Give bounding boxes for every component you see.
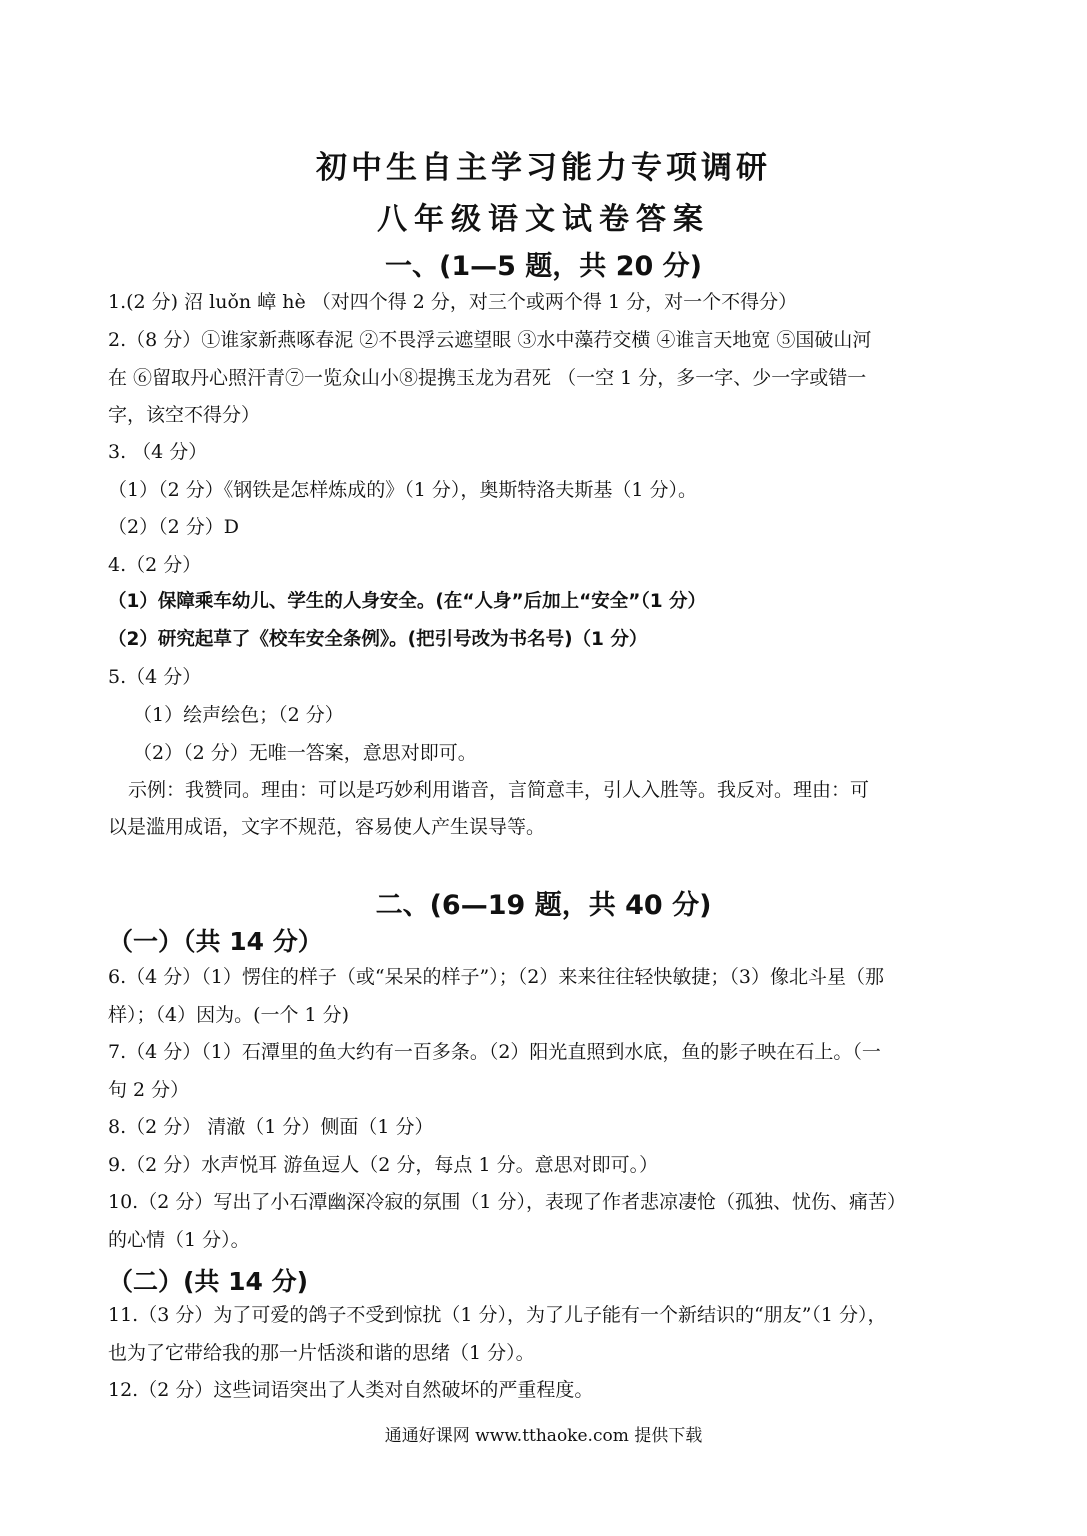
answer-line: 3. （4 分）: [108, 441, 208, 463]
answer-line: （1）绘声绘色；（2 分）: [133, 704, 344, 726]
answer-line: 2.（8 分）①谁家新燕啄春泥 ②不畏浮云遮望眼 ③水中藻荇交横 ④谁言天地宽 ⑤国破山河: [108, 329, 872, 351]
answer-line: 12.（2 分）这些词语突出了人类对自然破坏的严重程度。: [108, 1379, 594, 1401]
answer-line: 4.（2 分）: [108, 554, 202, 576]
footer-source-text: 通通好课网 www.tthaoke.com 提供下载: [384, 1426, 703, 1446]
answer-line: 6.（4 分）（1）愣住的样子（或“呆呆的样子”）；（2）来来往往轻快敏捷；（3）像北斗星（那: [108, 966, 884, 988]
answer-line: （1）保障乘车幼儿、学生的人身安全。(在“人身”后加上“安全”（1 分）: [108, 591, 707, 612]
section-2-heading: 二、(6—19 题，共 40 分): [375, 890, 712, 921]
part-1-heading: （一）（共 14 分）: [108, 927, 323, 956]
section-1-heading: 一、(1—5 题，共 20 分): [384, 251, 703, 282]
answer-line: 示例：我赞同。理由：可以是巧妙利用谐音，言简意丰，引人入胜等。我反对。理由：可: [128, 779, 870, 801]
answer-line: 字，该空不得分）: [108, 404, 261, 426]
document-title: 初中生自主学习能力专项调研: [316, 150, 771, 186]
answer-line: （1）（2 分）《钢铁是怎样炼成的》（1 分），奥斯特洛夫斯基（1 分）。: [108, 479, 697, 501]
answer-line: （2）（2 分）D: [108, 516, 239, 538]
answer-line: 5.（4 分）: [108, 666, 202, 688]
answer-line: 11.（3 分）为了可爱的鸽子不受到惊扰（1 分），为了儿子能有一个新结识的“朋友”（1 分），: [108, 1304, 887, 1326]
answer-line: 在 ⑥留取丹心照汗青⑦一览众山小⑧提携玉龙为君死 （一空 1 分，多一字、少一字或错一: [108, 367, 867, 389]
answer-line: 以是滥用成语，文字不规范，容易使人产生误导等。: [108, 816, 546, 838]
answer-line: 1.(2 分) 沼 luǒn 嶂 hè （对四个得 2 分，对三个或两个得 1 分，对一个不得分）: [108, 291, 798, 313]
answer-line: （2）研究起草了《校车安全条例》。(把引号改为书名号)（1 分）: [108, 629, 648, 650]
part-2-heading: （二）(共 14 分): [108, 1267, 309, 1296]
answer-line: 样）；（4）因为。(一个 1 分): [108, 1004, 350, 1026]
answer-line: 也为了它带给我的那一片恬淡和谐的思绪（1 分）。: [108, 1342, 535, 1364]
answer-line: 8.（2 分） 清澈（1 分）侧面（1 分）: [108, 1116, 434, 1138]
answer-line: 9.（2 分）水声悦耳 游鱼逗人（2 分，每点 1 分。意思对即可。）: [108, 1154, 659, 1176]
answer-line: 7.（4 分）（1）石潭里的鱼大约有一百多条。（2）阳光直照到水底，鱼的影子映在石上。（一: [108, 1041, 881, 1063]
answer-line: 的心情（1 分）。: [108, 1229, 250, 1251]
answer-line: 10.（2 分）写出了小石潭幽深冷寂的氛围（1 分），表现了作者悲凉凄怆（孤独、忧伤、痛苦）: [108, 1191, 906, 1213]
answer-line: 句 2 分）: [108, 1079, 190, 1101]
document-subtitle: 八年级语文试卷答案: [377, 202, 710, 237]
answer-line: （2）（2 分）无唯一答案，意思对即可。: [133, 742, 477, 764]
